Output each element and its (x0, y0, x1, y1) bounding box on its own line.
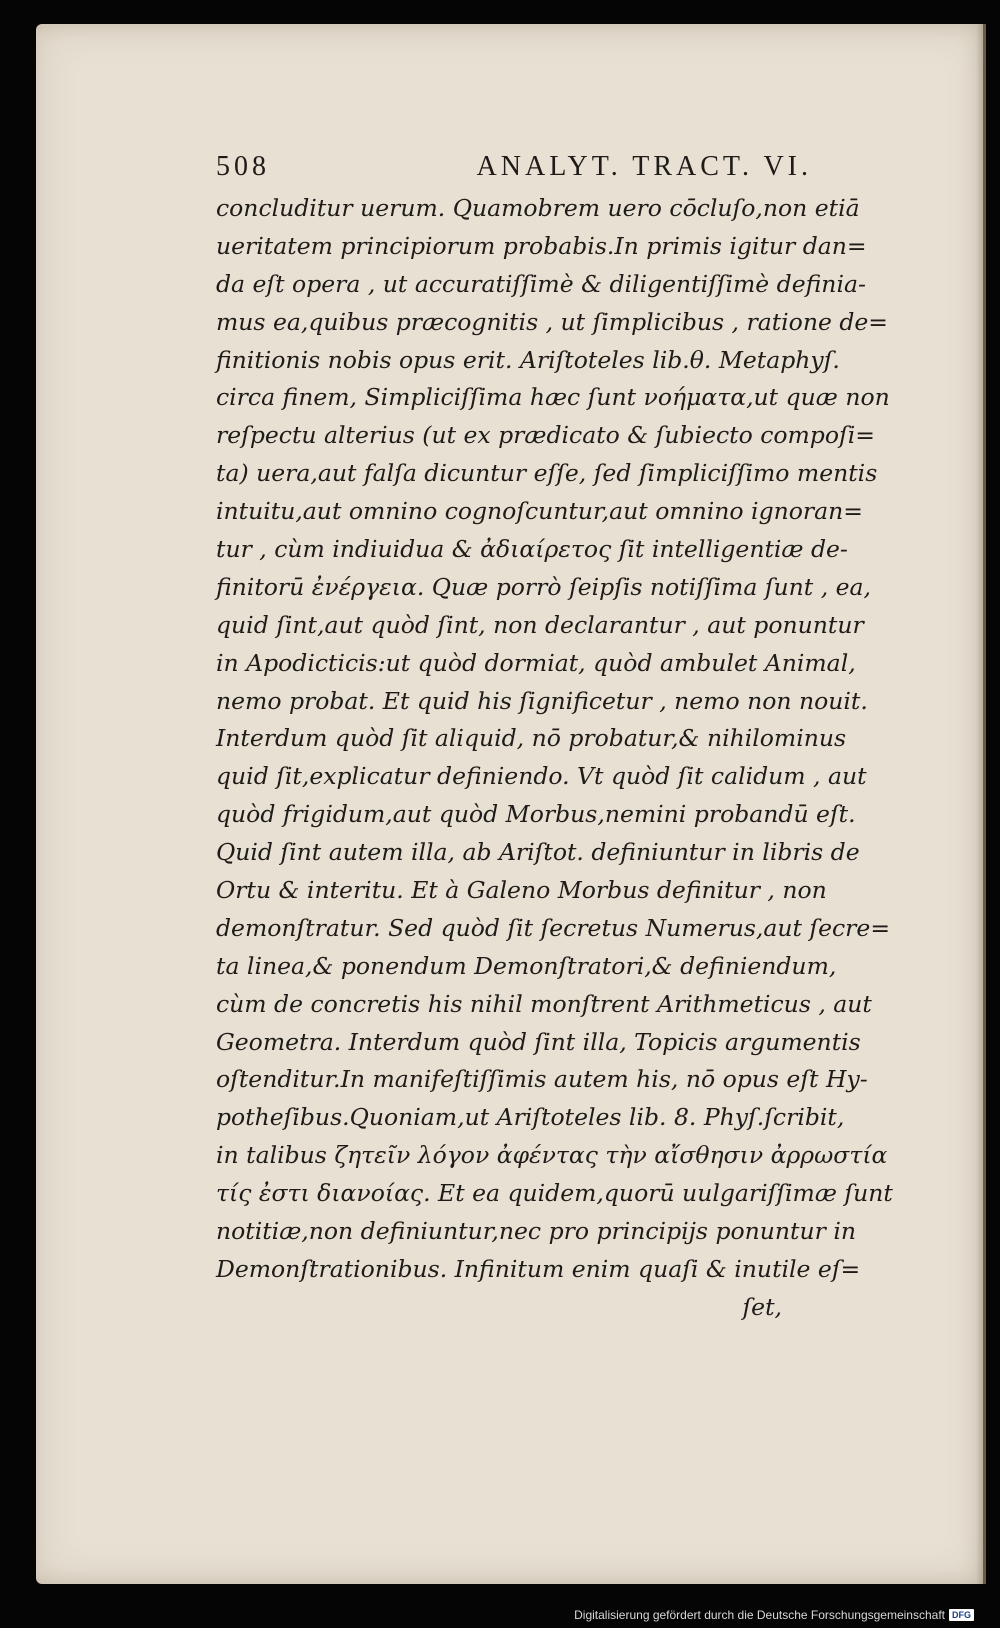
digitization-credit (574, 1608, 974, 1622)
running-title: ANALYT. TRACT. VI. (476, 151, 812, 182)
text-line: ueritatem principiorum probabis.In primis igitur dan= (216, 231, 867, 260)
text-line: oſtenditur.In manifeſtiſſimis autem his, nō opus eſt Hy- (216, 1065, 868, 1094)
page-number: 508 (216, 151, 270, 182)
page-text-block (216, 148, 893, 1327)
text-line: τίς ἐστι διανοίας. Et ea quidem,quorū uulgariſſimæ ſunt (216, 1179, 893, 1208)
text-line: da eſt opera , ut accuratiſſimè & diligentiſſimè definia- (216, 269, 866, 298)
body-lines (216, 190, 893, 1327)
text-line: Geometra. Interdum quòd ſint illa, Topicis argumentis (216, 1027, 861, 1056)
text-line: finitorū ἐνέργεια. Quæ porrò ſeipſis notiſſima ſunt , ea, (216, 572, 872, 601)
text-line: Quid ſint autem illa, ab Ariſtot. definiuntur in libris de (216, 838, 860, 867)
page-fold-line (983, 24, 986, 1584)
text-line: potheſibus.Quoniam,ut Ariſtoteles lib. 8. Phyſ.ſcribit, (216, 1103, 845, 1132)
text-line: finitionis nobis opus erit. Ariſtoteles lib.θ. Metaphyſ. (216, 345, 840, 374)
text-line: circa finem, Simpliciſſima hæc ſunt νοήματα,ut quæ non (216, 383, 890, 412)
text-line: ta linea,& ponendum Demonſtratori,& definiendum, (216, 951, 837, 980)
text-line: nemo probat. Et quid his ſignificetur , nemo non nouit. (216, 686, 868, 715)
text-line: reſpectu alterius (ut ex prædicato & ſubiecto compoſi= (216, 421, 875, 450)
text-line: cùm de concretis his nihil monſtrent Arithmeticus , aut (216, 989, 872, 1018)
text-line: ta) uera,aut falſa dicuntur eſſe, ſed ſimpliciſſimo mentis (216, 459, 878, 488)
text-line: Ortu & interitu. Et à Galeno Morbus definitur , non (216, 876, 827, 905)
text-line: quid ſit,explicatur definiendo. Vt quòd ſit calidum , aut (216, 762, 867, 791)
text-line: in Apodicticis:ut quòd dormiat, quòd ambulet Animal, (216, 648, 856, 677)
credit-text: Digitalisierung gefördert durch die Deutsche Forschungsgemeinschaft (574, 1608, 945, 1622)
text-line: mus ea,quibus præcognitis , ut ſimplicibus , ratione de= (216, 307, 888, 336)
text-line: notitiæ,non definiuntur,nec pro principijs ponuntur in (216, 1217, 856, 1246)
text-line: quòd frigidum,aut quòd Morbus,nemini probandū eſt. (216, 800, 856, 829)
text-line: in talibus ζητεῖν λόγον ἀφέντας τὴν αἴσθησιν ἀρρωστία (216, 1141, 888, 1170)
text-line: concluditur uerum. Quamobrem uero cōcluſo,non etiā (216, 194, 860, 222)
dfg-logo: DFG (949, 1609, 974, 1621)
text-line: demonſtratur. Sed quòd ſit ſecretus Numerus,aut ſecre= (216, 913, 891, 942)
running-head (216, 148, 812, 190)
text-line: Interdum quòd ſit aliquid, nō probatur,& nihilominus (216, 724, 847, 753)
text-line: quid ſint,aut quòd ſint, non declarantur , aut ponuntur (216, 610, 864, 639)
text-line: intuitu,aut omnino cognoſcuntur,aut omnino ignoran= (216, 497, 863, 526)
text-line: Demonſtrationibus. Infinitum enim quaſi & inutile eſ= (216, 1254, 861, 1283)
catchword: ſet, (742, 1292, 782, 1321)
text-line: tur , cùm indiuidua & ἀδιαίρετος ſit intelligentiæ de- (216, 535, 848, 564)
